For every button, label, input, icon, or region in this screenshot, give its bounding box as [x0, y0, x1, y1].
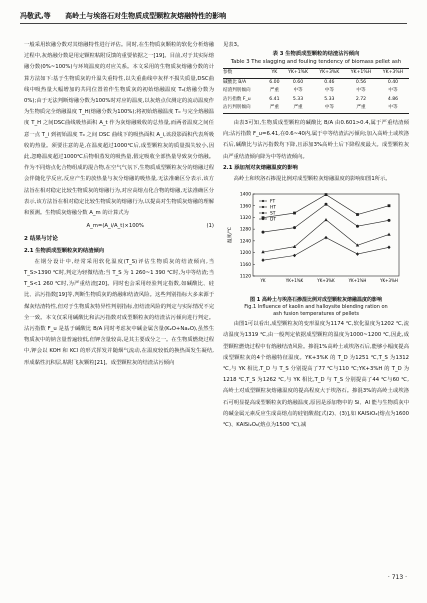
data-point [388, 205, 391, 208]
legend-label: ST [270, 211, 276, 217]
table-cell: 严重 [293, 105, 303, 111]
paragraph: 由表3可知,生物质成型颗粒的碱酸比 B/A 由0.601>0.4,属于严重结渣倾向;沾污指数 F_u=6.41,在0.6~40内,属于中等结渣沾污倾向;加入高岭土或埃洛石后,碱酸比与沾污指数均下降,且添加3%高岭土后下降程度最大。成型颗粒灰由严重结渣倾向降为中等结渣倾向。 [223, 119, 409, 160]
table-row [223, 78, 409, 87]
figure-1 [223, 188, 409, 317]
data-point [261, 259, 264, 263]
y-tick-label: 1400 [239, 192, 251, 198]
fusion-temperature-chart [223, 188, 409, 292]
subsection-heading: 2.1 添加剂对灰熔融温度的影响 [223, 164, 298, 171]
legend-label: DT [270, 217, 277, 223]
legend-marker [262, 218, 264, 220]
table-cell: 4.86 [387, 96, 399, 102]
paragraph: 在钢分设计中,经常采用软化温度(T_S)评估生物质灰的结渣倾向,当 T_S>1390 ℃时,判定为轻微结渣;当 T_S 为 1 260~1 390 ℃时,为中等结渣;当 T_S<1 260 ℃时,为严重结渣[20]。同时也会采用经验判定指数,如碱酸比、硅比、沾污指数[19]等,判断生物质灰的熔融和结渣风险。这些判别指标大多来源于煤灰结渣特性,但对于生物质灰特异性判别指标,但结渣风险的判定与实际情况不完全一致。本文仅采用碱酸比和沾污指数对成型颗粒灰的结渣沾污倾向进行判定。沾污指数 F_u 是基于碱酸比 B/A 同时考虑灰中碱金属含量(K₂O+Na₂O),虽然生物质灰中的钠含量普遍较低,但钾含量较高,是其主要成分之一。在生物质燃烧过程中,钾会以 KOH 和 KCl 的形式挥发并随烟气流动,在温度较低的换热面发生凝结,形成黏性沉积层,粘附飞灰颗粒[21]。成型颗粒灰的结渣沾污倾向 [24, 258, 214, 366]
data-point [262, 231, 265, 234]
figure-caption-zh: 图 1 高岭土与埃洛石掺混比例对成型颗粒灰熔融温度的影响 [250, 297, 382, 304]
data-point [325, 193, 328, 196]
table-caption-zh: 表 3 生物质成型颗粒的结渣沾污倾向 [272, 51, 360, 58]
data-point [325, 203, 328, 206]
table-cell: 0.40 [387, 79, 399, 85]
table-cell: 碱酸比 B/A [223, 79, 247, 85]
equation-body: A_m=(A_i/A_t)×100% [86, 223, 144, 230]
data-point [388, 219, 391, 222]
table-cell: 严重 [356, 105, 366, 111]
table-cell: 0.60 [292, 79, 304, 85]
page-number: · 713 · [387, 574, 407, 581]
y-tick-label: 1200 [239, 251, 251, 257]
x-tick-label: YK+3%H [380, 278, 398, 284]
table-cell: 6.00 [269, 79, 280, 85]
y-tick-label: 1240 [239, 239, 251, 245]
running-header [20, 11, 407, 24]
table-row [223, 87, 409, 96]
table-cell: 6.41 [269, 96, 280, 102]
legend-marker [262, 212, 264, 214]
legend-marker [262, 206, 264, 208]
table-cell: 中等 [324, 88, 334, 94]
equation-number: (1) [206, 223, 214, 230]
table-cell: 中等 [388, 88, 398, 94]
x-tick-label: YK+1%H [348, 278, 367, 284]
legend-label: FT [270, 199, 276, 205]
table-cell: 严重 [269, 105, 279, 111]
data-point [324, 218, 327, 221]
table-cell: 0.56 [355, 79, 367, 85]
table-cell: 中等 [324, 105, 334, 111]
series-line-ft [263, 195, 389, 218]
legend-marker [262, 200, 264, 202]
table-header-cell: YK+1%H [345, 69, 377, 79]
header-authors: 冯敬武,等 [20, 12, 51, 20]
table-cell: 中等 [293, 88, 303, 94]
x-tick-label: YK+1%K [285, 278, 304, 284]
data-point [356, 225, 359, 228]
table-cell: 2.72 [355, 96, 367, 102]
section-heading: 2 结果与讨论 [24, 236, 58, 243]
equation [24, 221, 214, 232]
table-cell: 沾污判别倾向 [223, 105, 251, 111]
x-tick-label: YK+3%K [317, 278, 335, 284]
table-cell: 结渣判别倾向 [223, 88, 251, 94]
table-header-cell: YK+3%H [377, 69, 409, 79]
table-row [223, 104, 409, 113]
paragraph: 由图1可以看出,成型颗粒灰的变形温度为1174 ℃,软化温度为1202 ℃,流动温度为1319 ℃,由一般判定依据成型颗粒的温度为1000~1200 ℃,因此,成型颗粒燃烧过程中有熔融结渣风险。掺混1%高岭土或埃洛石后,能够小幅度提高成型颗粒灰的4个熔融特征温度。YK+3%K 的 T_D 为1251 ℃,T_S 为1312 ℃,与 YK 相比,T_D 与 T_S 分别提高了77 ℃与110 ℃;YK+3%H 的 T_D 为1218 ℃,T_S 为1262 ℃,与 YK 相比,T_D 与 T_S 分别提高了44 ℃与60 ℃,高岭土对成型颗粒灰熔融温度的提高程度大于埃洛石。掺混3%的高岭土或埃洛石可明显提高成型颗粒灰的熔融温度,原因是添加物中的 Si、Al 能与生物质灰中的碱金属元素反应生成高熔点的硅铝酸盐[式(2)、(3)],如 KAlSiO₄(熔点为1600 ℃)、KAlSi₂O₆(熔点为1500 ℃),减 [223, 321, 409, 429]
y-axis-label: 温度/℃ [228, 227, 233, 244]
table-header-row [223, 69, 409, 79]
data-point [293, 254, 296, 258]
table-cell: 5.33 [324, 96, 335, 102]
paragraph: 高岭土和埃洛石掺混比例对成型颗粒灰熔融温度的影响如图1所示。 [233, 176, 391, 182]
data-point [293, 226, 296, 229]
data-point [324, 236, 327, 240]
x-tick-label: YK [260, 278, 266, 284]
slagging-table [223, 68, 409, 114]
data-point [356, 252, 359, 256]
y-tick-label: 1280 [239, 227, 251, 233]
paragraph: 见表3。 [223, 42, 243, 48]
figure-caption-en-1: Fig.1 Influence of kaolin and halloysite blending ration on [244, 304, 388, 310]
table-header-cell: YK [266, 69, 282, 79]
legend-label: HT [270, 205, 276, 211]
data-point [387, 233, 390, 236]
data-point [293, 212, 296, 215]
table-cell: 中等 [388, 105, 398, 111]
data-point [356, 213, 359, 216]
table-body [223, 78, 409, 113]
figure-caption-en-2: ash fusion temperatures of pellets [273, 310, 359, 317]
table-header-cell: YK+3%K [314, 69, 345, 79]
y-tick-label: 1360 [239, 204, 251, 210]
table-cell: 沾污指数 F_u [223, 96, 251, 102]
table-cell: 5.33 [292, 96, 304, 102]
subsection-heading: 2.1 生物质成型颗粒灰的结渣倾向 [24, 247, 105, 254]
y-tick-label: 1120 [239, 274, 251, 280]
table-cell: 0.46 [324, 79, 335, 85]
table-caption-en: Table 3 The slagging and fouling tendency of biomass pellet ash [230, 58, 402, 65]
table-cell: 中等 [356, 88, 366, 94]
left-column [24, 40, 214, 369]
table-cell: 严重 [269, 88, 279, 94]
table-row [223, 96, 409, 105]
y-tick-label: 1320 [239, 216, 251, 222]
table-header-cell: 参数 [223, 69, 266, 79]
paragraph: 一般采用软融分数对其熔融特性进行评估。同时,在生物质灰颗粒的软化分析熔融过程中,灰熔融分数是用定颗粒粘附反馈的重要依据之一[19]。目前,对于其实际熔融分数(0%~100%)与环境温度的对应关系。本文采用的生物质灰熔融分数的计算方法如下:基于生物质灰的升温失重特性,以失重曲线中灰样不损失质量,DSC曲线中吸热量大幅增加的共同位置着作生物质灰的初始熔融温度 T₀(熔融分数为0%);由于无法判断熔融分数为100%时对应的温度,以灰熔点仪测定的流动温度作为生物质完全熔融温度 T_H(熔融分数为100%);将初始熔融温度 T₀ 与完全熔融温度 T_H 之间DSC曲线吸热面积 A_t 作为灰熔融吸收的总热量,而两者温度之间任意一点 T_i 到初始温度 T₀ 之间 DSC 曲线下的吸热面积 A_i,该段影面积代表所吸收的热量。须要注意的是,在温度超过1000℃后,成型颗粒灰的质量损失较小,因此,忽略温度超过1000℃后物相蒸发的吸热量,假定吸收全部热量导致灰分熔融。作为不同熔点化合物组成的混合物,在空气气氛下,生物质成型颗粒灰分的熔融过程会伴随化学反应,反应产生的放热量与灰分熔融的吸热量,无法准确区分表示,该方法旨在相对稳定比较生物质灰的熔融行为,对应高熔点化合物的熔融,无法准确区分表示,该方法旨在相对稳定比较生物质灰的熔融行为,以提高对生物质灰熔融的理解和预测。生物质灰熔融分数 A_m 的计算式为 [24, 42, 214, 217]
data-point [387, 246, 390, 250]
table-header-cell: YK+1%K [282, 69, 313, 79]
right-column [223, 40, 409, 431]
header-title: 高岭土与埃洛石对生物质成型颗粒灰熔融特性的影响 [65, 12, 227, 20]
y-tick-label: 1160 [239, 263, 251, 269]
